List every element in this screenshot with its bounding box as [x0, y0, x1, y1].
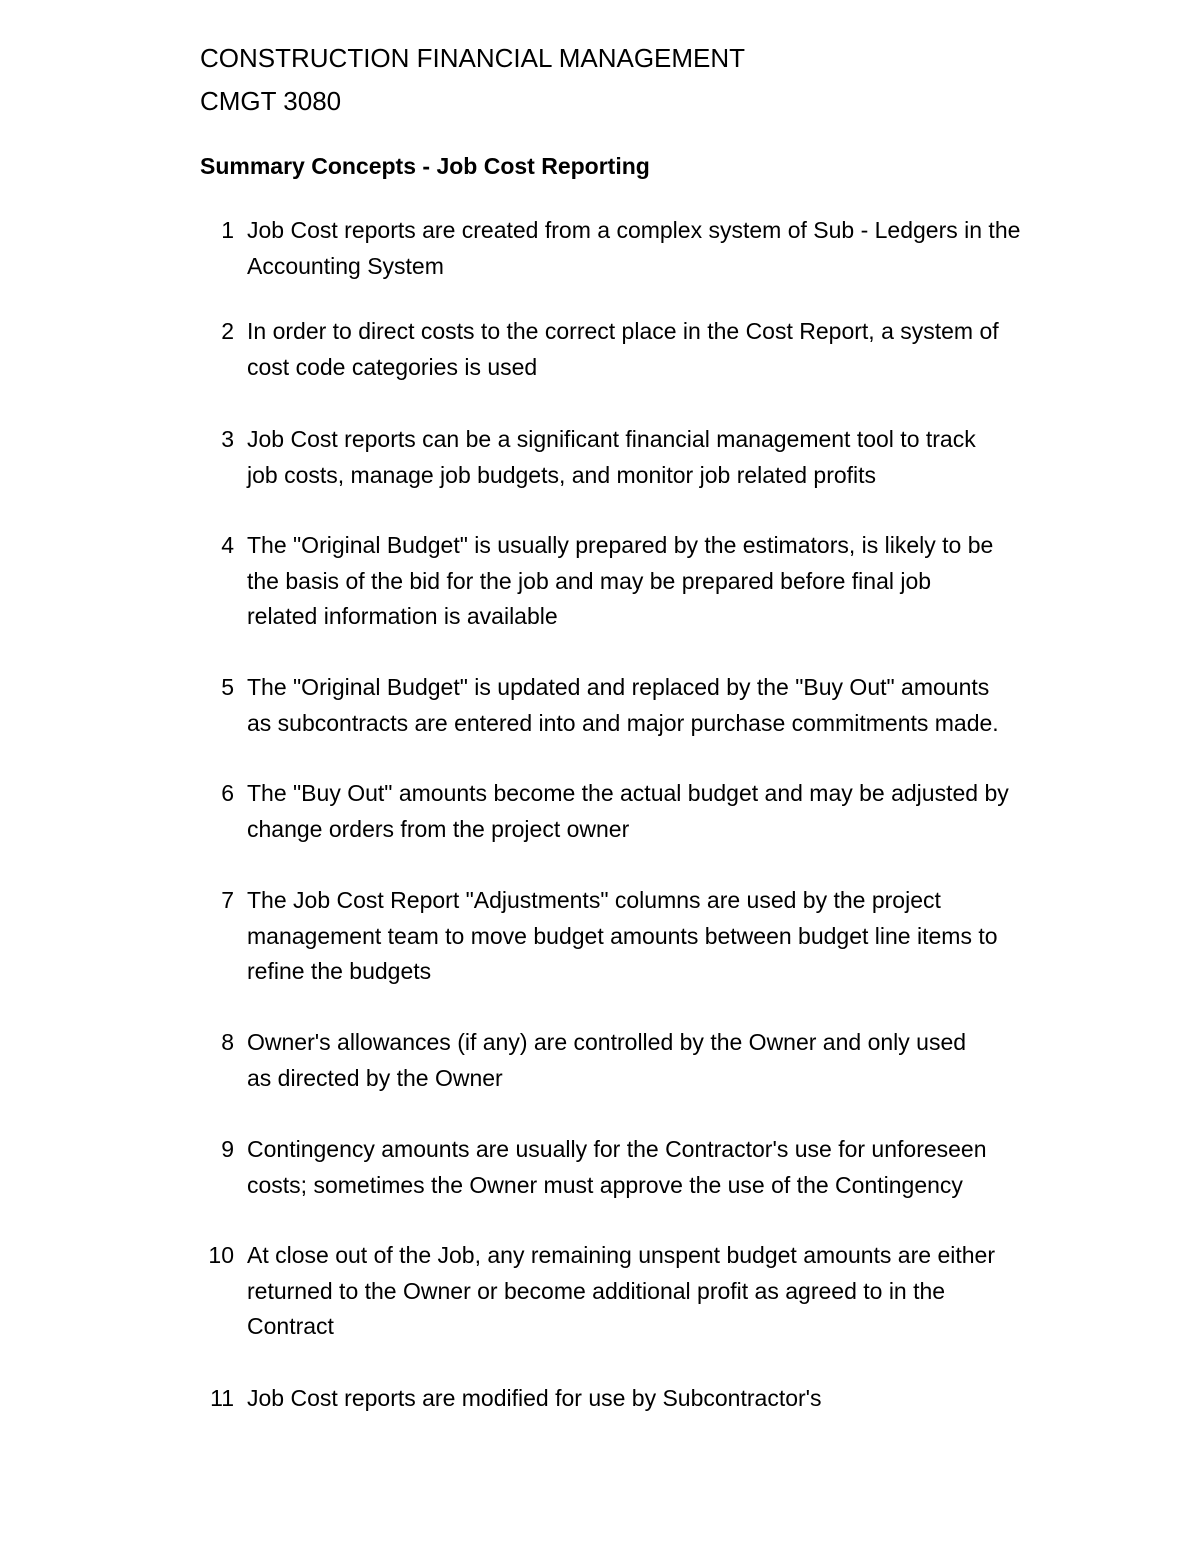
list-item-text-line: costs; sometimes the Owner must approve the use of the Contingency — [247, 1171, 963, 1198]
list-item-number: 2 — [221, 318, 234, 344]
list-item-number: 11 — [210, 1385, 234, 1411]
list-item-text-line: cost code categories is used — [247, 353, 538, 380]
list-item-text-line: the basis of the bid for the job and may be prepared before final job — [247, 567, 932, 594]
list-item-text-line: At close out of the Job, any remaining unspent budget amounts are either — [247, 1242, 995, 1268]
list-item-number: 10 — [208, 1242, 234, 1268]
list-item-text-line: In order to direct costs to the correct place in the Cost Report, a system of — [247, 318, 999, 344]
list-item-text-line: related information is available — [247, 603, 558, 629]
list-item-text-line: refine the budgets — [247, 958, 432, 984]
list-item-text-line: Contingency amounts are usually for the Contractor's use for unforeseen — [247, 1136, 987, 1162]
list-item-number: 7 — [221, 887, 234, 913]
list-item-text-line: management team to move budget amounts between budget line items to — [247, 922, 998, 949]
list-item-text-line: Job Cost reports are created from a complex system of Sub - Ledgers in the — [247, 217, 1021, 243]
list-item-number: 5 — [221, 674, 234, 700]
list-item-number: 8 — [221, 1029, 234, 1055]
list-item-text-line: Owner's allowances (if any) are controlled by the Owner and only used — [247, 1029, 967, 1055]
list-item-text-line: returned to the Owner or become additional profit as agreed to in the — [247, 1277, 946, 1304]
list-item-text-line: Contract — [247, 1313, 334, 1339]
list-item-text-line: Job Cost reports are modified for use by Subcontractor's — [247, 1385, 822, 1411]
list-item-text-line: The Job Cost Report "Adjustments" columns are used by the project — [247, 887, 941, 913]
course-code: CMGT 3080 — [200, 86, 342, 116]
list-item-number: 1 — [221, 217, 234, 243]
list-item-text-line: Job Cost reports can be a significant financial management tool to track — [247, 426, 976, 452]
list-item-number: 9 — [221, 1136, 234, 1162]
list-item-text-line: as directed by the Owner — [247, 1064, 503, 1091]
list-item-text-line: The "Original Budget" is usually prepared by the estimators, is likely to be — [247, 532, 994, 558]
list-item-number: 3 — [221, 426, 234, 452]
list-item-text-line: The "Original Budget" is updated and replaced by the "Buy Out" amounts — [247, 674, 990, 700]
list-item-number: 4 — [221, 532, 234, 558]
list-item-text-line: Accounting System — [247, 252, 444, 279]
list-item-text-line: job costs, manage job budgets, and monitor job related profits — [247, 461, 877, 488]
list-item-text-line: as subcontracts are entered into and major purchase commitments made. — [247, 709, 999, 736]
list-item-text-line: change orders from the project owner — [247, 815, 630, 842]
section-heading: Summary Concepts - Job Cost Reporting — [200, 153, 650, 179]
course-title: CONSTRUCTION FINANCIAL MANAGEMENT — [200, 43, 746, 73]
list-item-text-line: The "Buy Out" amounts become the actual budget and may be adjusted by — [247, 780, 1009, 806]
list-item-number: 6 — [221, 780, 234, 806]
